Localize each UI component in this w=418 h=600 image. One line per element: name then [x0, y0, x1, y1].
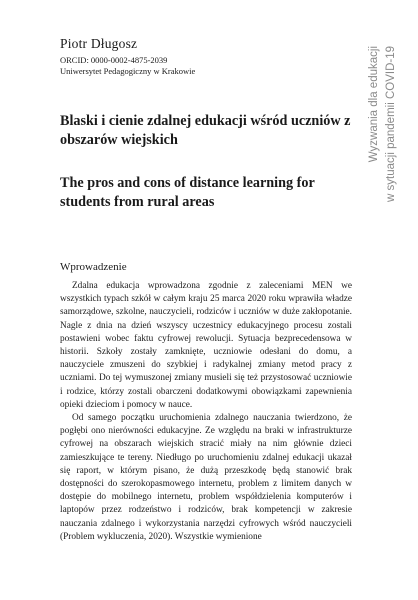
running-header-line-2: w sytuacji pandemii COVID-19 — [385, 46, 397, 202]
paragraph: Od samego początku uruchomienia zdalnego nauczania twierdzono, że pogłębi ono nierówności edukacyjne. Ze względu na braki w infrastrukturze cyfrowej na obszarach wiejskich stracić miały na nim głównie dzieci zamieszkujące te tereny. Niedługo po uruchomieniu zdalnej edukacji ukazał się raport, w którym pisano, że dużą przeszkodę będą stanowić brak dostępności do szerokopasmowego internetu, problem z limitem danych w dostępie do mobilnego internetu, problem współdzielenia komputerów i laptopów przez rodzeństwo i rodziców, brak kompetencji w zakresie nauczania zdalnego i wykorzystania narzędzi cyfrowych wśród nauczycieli (Problem wykluczenia, 2020). Wszystkie wymienione — [60, 413, 352, 542]
author-affiliation: Uniwersytet Pedagogiczny w Krakowie — [60, 66, 196, 76]
section-heading: Wprowadzenie — [60, 261, 127, 273]
article-title-english: The pros and cons of distance learning for students from rural areas — [60, 175, 315, 210]
paragraph: Zdalna edukacja wprowadzona zgodnie z zaleceniami MEN we wszystkich typach szkół w całym kraju 25 marca 2020 roku wprawiła władze samorządowe, szkolne, nauczycieli, rodziców i uczniów w duże zakłopotanie. Nagle z dnia na dzień wszyscy uczestnicy edukacyjnego procesu zostali postawieni wobec faktu cyfrowej rewolucji. Sytuacja bezprecedensowa w historii. Szkoły zostały zamknięte, uczniowie odesłani do domu, a nauczyciele zmuszeni do szybkiej i radykalnej zmiany metod pracy z uczniami. Do tej wymuszonej zmiany musieli się też przystosować uczniowie i rodzice, którzy zostali obarczeni dodatkowymi obowiązkami zapewnienia opieki dzieciom i pomocy w nauce. — [60, 281, 352, 410]
running-header-side — [366, 46, 412, 216]
running-header-line-1: Wyzwania dla edukacji — [368, 46, 380, 163]
author-orcid: ORCID: 0000-0002-4875-2039 — [60, 55, 168, 65]
body-text — [60, 280, 352, 544]
article-title-polish: Blaski i cienie zdalnej edukacji wśród uczniów z obszarów wiejskich — [60, 113, 351, 148]
author-name: Piotr Długosz — [60, 36, 138, 51]
